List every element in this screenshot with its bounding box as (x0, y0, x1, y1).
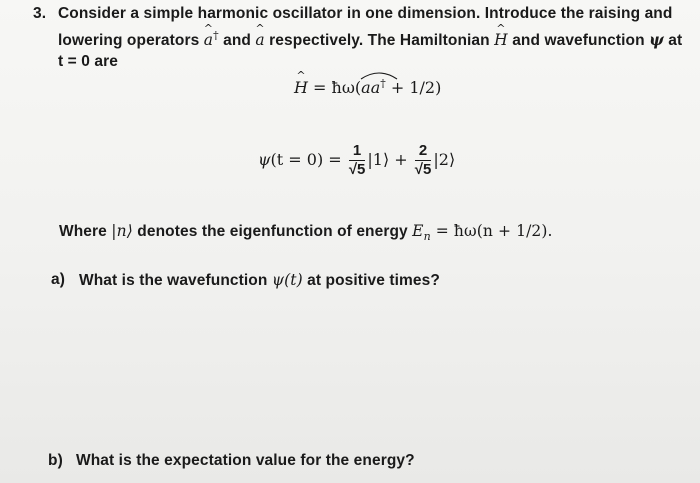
problem-number-label: 3. (33, 5, 47, 22)
ket-n: |n⟩ (111, 222, 133, 240)
part-b-label-text: b) (48, 452, 63, 469)
wavefunction-psi: ψ (258, 150, 271, 169)
psi-of-t: ψ(t) (271, 271, 303, 289)
problem-line-1 (58, 5, 672, 23)
hamiltonian-H: ^ H (294, 78, 308, 97)
hamiltonian-hbar-omega: ħω( (331, 78, 362, 97)
fraction-1-denominator: √5 (348, 161, 366, 178)
part-a-label (51, 271, 65, 289)
where-line (59, 222, 553, 243)
psi-symbol: ψ (649, 30, 664, 49)
part-b-label (48, 452, 63, 470)
fraction-2-numerator: 2 (415, 142, 432, 161)
problem-line-2-text-a: lowering operators (58, 32, 200, 49)
problem-line-2-text-e: at (668, 32, 683, 49)
part-b-text: What is the expectation value for the energy? (76, 452, 415, 469)
part-a-text-a: What is the wavefunction (79, 272, 268, 289)
part-a-label-text: a) (51, 271, 65, 288)
where-text-b: denotes the eigenfunction of energy (137, 223, 408, 240)
part-a-question (79, 271, 440, 290)
lowering-operator: ^ a (255, 31, 264, 49)
problem-line-1-text: Consider a simple harmonic oscillator in one dimension. Introduce the raising and (58, 5, 673, 22)
fraction-one-over-root-five (349, 142, 366, 179)
problem-line-3-text: t = 0 are (58, 53, 118, 70)
hamiltonian-symbol: ^ H (494, 31, 508, 49)
hamiltonian-a1: a (361, 78, 371, 97)
problem-line-3 (58, 53, 118, 71)
energy-formula: = ħω(n + 1/2). (430, 222, 553, 240)
hamiltonian-tail: + 1/2) (385, 78, 442, 97)
problem-line-2-text-d: and wavefunction (512, 32, 645, 49)
part-b-question (76, 452, 415, 470)
wavefunction-equation (258, 142, 455, 179)
problem-number (33, 5, 46, 23)
wide-hat-group (361, 77, 386, 97)
hamiltonian-a2: a (370, 78, 381, 97)
energy-subscript-n: n (423, 230, 431, 243)
problem-line-2-text-b: and (223, 32, 251, 49)
problem-line-2 (58, 29, 682, 50)
wavefunction-arg: (t = 0) = (270, 150, 342, 169)
fraction-1-numerator: 1 (349, 142, 366, 161)
ket-2: |2⟩ (433, 150, 456, 169)
wide-hat-icon (360, 70, 398, 80)
energy-E: E (412, 222, 424, 240)
problem-line-2-text-c: respectively. The Hamiltonian (269, 32, 490, 49)
part-a-text-b: at positive times? (307, 272, 440, 289)
dagger-symbol: † (213, 29, 219, 42)
fraction-two-over-root-five (415, 142, 432, 179)
where-text-a: Where (59, 223, 107, 240)
hamiltonian-equals: = (313, 78, 327, 97)
fraction-2-denominator: √5 (414, 161, 432, 178)
hamiltonian-equation (294, 77, 441, 97)
ket-1: |1⟩ + (367, 150, 408, 169)
hamiltonian-dagger: † (380, 77, 386, 90)
raising-operator: ^ a (204, 31, 213, 49)
